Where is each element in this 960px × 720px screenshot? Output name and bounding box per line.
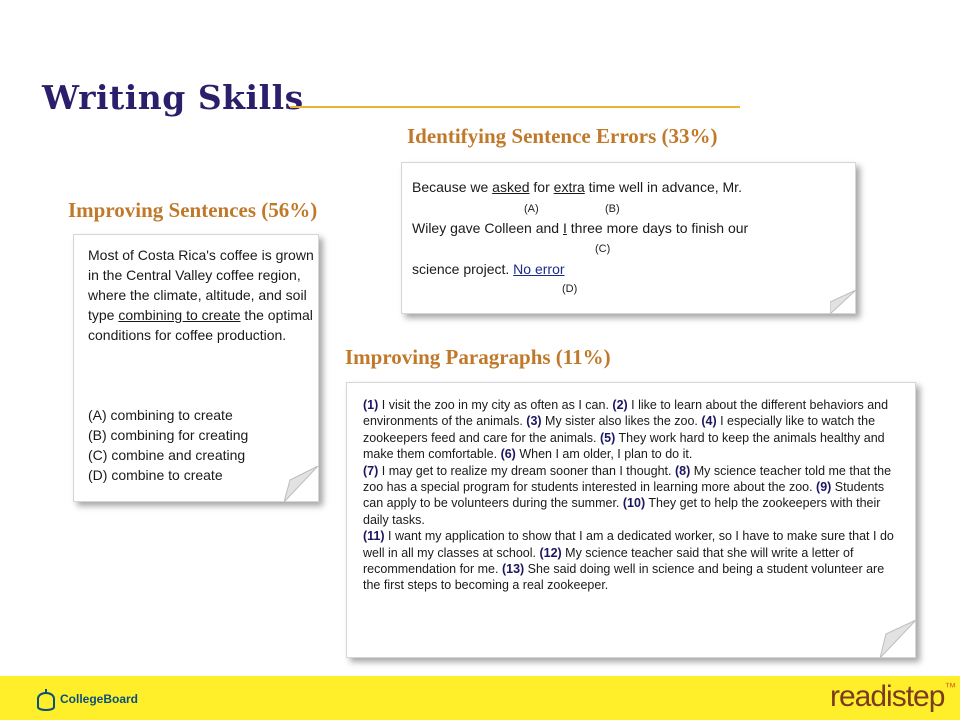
improving-sentences-passage: Most of Costa Rica's coffee is grown in the Central Valley coffee region, where the climate, altitude, and soil type combining to create the optimal conditions for coffee production. [88,247,314,343]
readistep-logo: readistep™ [830,680,956,713]
improving-paragraphs-card-fold [880,620,918,660]
sentence-5: (5) They work hard to keep the animals healthy and make them comfortable. [363,430,885,462]
choice-c: (C) combine and creating [88,447,246,463]
sentence-10: (10) They get to help the zookeepers with their daily tasks. [363,496,881,527]
choice-c-word: I [562,220,567,236]
choice-d: (D) combine to create [88,467,223,483]
sentence-6: (6) When I am older, I plan to do it. [500,447,693,462]
sentence-line-2: Wiley gave Colleen and I three more days to finish our [412,220,749,236]
title-underline-rule [290,106,740,108]
sentence-2: (2) I like to learn about the different behaviors and environments of the animals. [363,398,889,429]
sentence-11: (11) I want my application to show that I am a dedicated worker, so I have to make sure that I do well in all my classes at school. [363,529,894,560]
sentence-line-3: science project. No error [412,261,565,277]
sentence-8: (8) My science teacher told me that the zoo has a special program for students interested in learning more about the zoo. [363,463,892,495]
sentence-3: (3) My sister also likes the zoo. [526,414,702,429]
choice-b-word: extra [553,179,585,195]
footer-bar [0,676,960,720]
collegeboard-logo: CollegeBoard [34,684,138,714]
choice-d-marker: (D) [562,283,578,295]
identifying-card-fold [830,290,860,316]
improving-sentences-card-fold [284,466,320,504]
sentence-4: (4) I especially like to watch the zookeepers feed and care for the animals. [363,414,876,445]
sentence-line-1: Because we asked for extra time well in advance, Mr. [412,179,742,195]
improving-paragraphs-passage [363,397,901,594]
improving-sentences-choices [88,405,316,485]
page-title: Writing Skills [42,78,304,117]
choice-d-word: No error [513,261,565,277]
underlined-phrase: combining to create [118,307,241,323]
sentence-9: (9) Students can apply to be volunteers during the summer. [363,480,885,511]
identifying-errors-text [412,177,852,197]
improving-paragraphs-heading: Improving Paragraphs (11%) [345,345,611,369]
improving-sentences-card [73,234,319,502]
sentence-7: (7) I may get to realize my dream sooner than I thought. [363,463,675,478]
choice-b-marker: (B) [605,203,620,215]
choice-a: (A) combining to create [88,407,233,423]
choice-b: (B) combining for creating [88,427,249,443]
identifying-errors-card [401,162,856,314]
acorn-icon [34,685,58,713]
choice-a-word: asked [492,179,530,195]
improving-sentences-heading: Improving Sentences (56%) [68,198,318,222]
sentence-13: (13) She said doing well in science and being a student volunteer are the first steps to becoming a real zookeeper. [363,562,885,593]
improving-paragraphs-card [346,382,916,658]
identifying-errors-heading: Identifying Sentence Errors (33%) [407,124,718,148]
choice-c-marker: (C) [595,243,611,255]
sentence-12: (12) My science teacher said that she will write a letter of recommendation for me. [363,545,854,577]
sentence-1: (1) I visit the zoo in my city as often as I can. [363,398,613,412]
choice-a-marker: (A) [524,203,539,215]
